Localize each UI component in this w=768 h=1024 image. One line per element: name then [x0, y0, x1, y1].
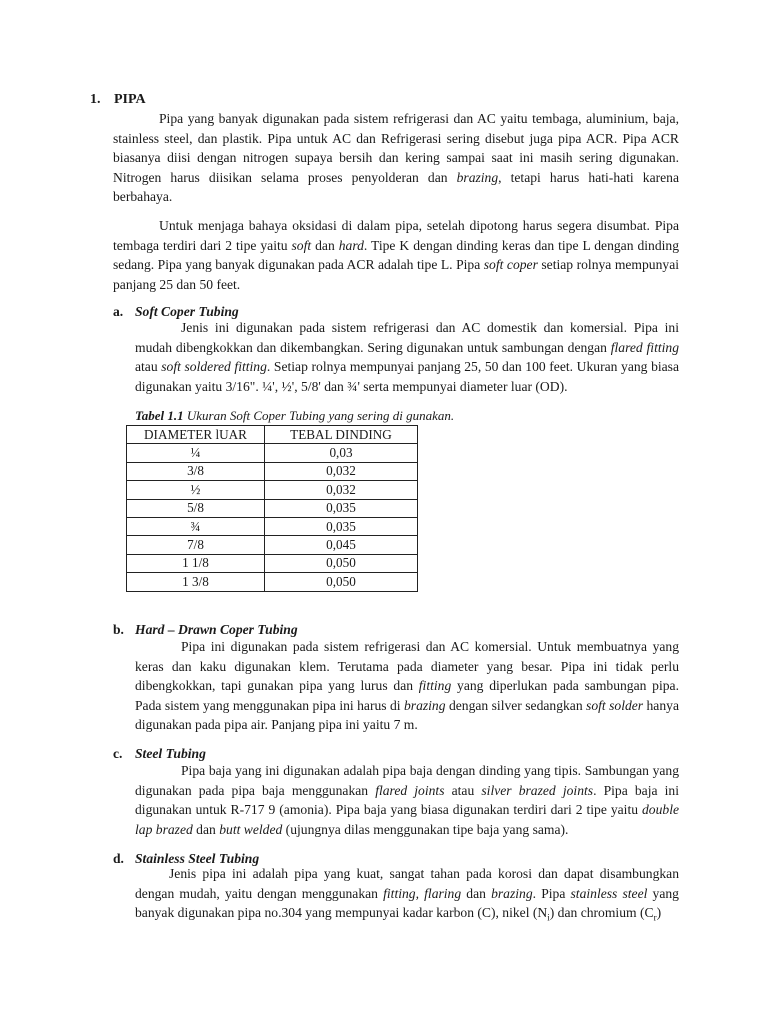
table-cell: 0,032: [265, 462, 418, 480]
table-row: [127, 444, 418, 462]
table-row: [127, 481, 418, 499]
table-row: [127, 499, 418, 517]
paragraph-stainless-steel: Jenis pipa ini adalah pipa yang kuat, sangat tahan pada korosi dan dapat disambungkan dengan mudah, yaitu dengan menggunakan fitting, flaring dan brazing. Pipa stainless steel yang banyak digunakan pipa no.304 yang mempunyai kadar karbon (C), nikel $(N_i)$ dan chromium $(C_r)$: [135, 866, 679, 923]
table-cell: ¼: [127, 444, 265, 462]
section-number: 1.: [90, 92, 101, 107]
table-cell: 0,050: [265, 554, 418, 572]
table-row: [127, 573, 418, 591]
table-cell: 7/8: [127, 536, 265, 554]
table-cell: 0,045: [265, 536, 418, 554]
table-cell: 5/8: [127, 499, 265, 517]
table-cell: 3/8: [127, 462, 265, 480]
paragraph-hard-drawn: Pipa ini digunakan pada sistem refrigerasi dan AC komersial. Untuk membuatnya yang keras dan kaku digunakan klem. Terutama pada diameter yang besar. Pipa ini tidak perlu dibengkokkan, tapi gunakan pipa yang lurus dan fitting yang diperlukan pada sambungan pipa. Pada sistem yang menggunakan pipa ini harus di brazing dengan silver sedangkan soft solder hanya digunakan pada pipa air. Panjang pipa ini yaitu 7 m.: [135, 639, 679, 732]
table-cell: 0,050: [265, 573, 418, 591]
table-row: [127, 462, 418, 480]
subheading-c: c. Steel Tubing: [113, 746, 206, 761]
paragraph-soft-coper: Jenis ini digunakan pada sistem refrigerasi dan AC domestik dan komersial. Pipa ini mudah dibengkokkan dan dikembangkan. Sering digunakan untuk sambungan dengan flared fitting atau soft soldered fitting. Setiap rolnya mempunyai panjang 25, 50 dan 100 feet. Ukuran yang biasa digunakan yaitu 3/16". ¼', ½', 5/8' dan ¾' serta mempunyai diameter luar (OD).: [135, 320, 680, 394]
table-cell: 0,035: [265, 517, 418, 535]
subheading-d: d. Stainless Steel Tubing: [113, 851, 260, 866]
table-cell: 1 1/8: [127, 554, 265, 572]
table-row: [127, 517, 418, 535]
table-cell: 0,03: [265, 444, 418, 462]
table-cell: ¾: [127, 517, 265, 535]
subheading-a: a. Soft Coper Tubing: [113, 304, 239, 319]
table-cell: 1 3/8: [127, 573, 265, 591]
section-heading: [90, 92, 146, 108]
table-row: [127, 554, 418, 572]
column-header: DIAMETER lUAR: [127, 426, 265, 444]
table-caption: Tabel 1.1 Ukuran Soft Coper Tubing yang sering di gunakan.: [135, 408, 455, 423]
paragraph-pipa-2: Untuk menjaga bahaya oksidasi di dalam pipa, setelah dipotong harus segera disumbat. Pipa tembaga terdiri dari 2 tipe yaitu soft dan hard. Tipe K dengan dinding keras dan tipe L dengan dinding sedang. Pipa yang banyak digunakan pada ACR adalah tipe L. Pipa soft coper setiap rolnya mempunyai panjang 25 dan 50 feet.: [113, 218, 680, 292]
table-cell: 0,035: [265, 499, 418, 517]
section-title: PIPA: [114, 92, 146, 107]
table-row: [127, 536, 418, 554]
column-header: TEBAL DINDING: [265, 426, 418, 444]
paragraph-steel-tubing: Pipa baja yang ini digunakan adalah pipa baja dengan dinding yang tipis. Sambungan yang digunakan pada pipa baja menggunakan flared joints atau silver brazed joints. Pipa baja ini digunakan untuk R-717 9 (amonia). Pipa baja yang biasa digunakan terdiri dari 2 tipe yaitu double lap brazed dan butt welded (ujungnya dilas menggunakan tipe baja yang sama).: [135, 763, 679, 837]
table-cell: ½: [127, 481, 265, 499]
paragraph-pipa-1: Pipa yang banyak digunakan pada sistem refrigerasi dan AC yaitu tembaga, aluminium, baja, stainless steel, dan plastik. Pipa untuk AC dan Refrigerasi sering disebut juga pipa ACR. Pipa ACR biasanya diisi dengan nitrogen supaya bersih dan kering sampai saat ini masih sering digunakan. Nitrogen harus diisikan selama proses penyolderan dan brazing, tetapi harus hati-hati karena berbahaya.: [113, 111, 679, 204]
tubing-size-table: [126, 425, 418, 592]
table-cell: 0,032: [265, 481, 418, 499]
subheading-b: b. Hard – Drawn Coper Tubing: [113, 622, 298, 637]
table-header-row: [127, 426, 418, 444]
